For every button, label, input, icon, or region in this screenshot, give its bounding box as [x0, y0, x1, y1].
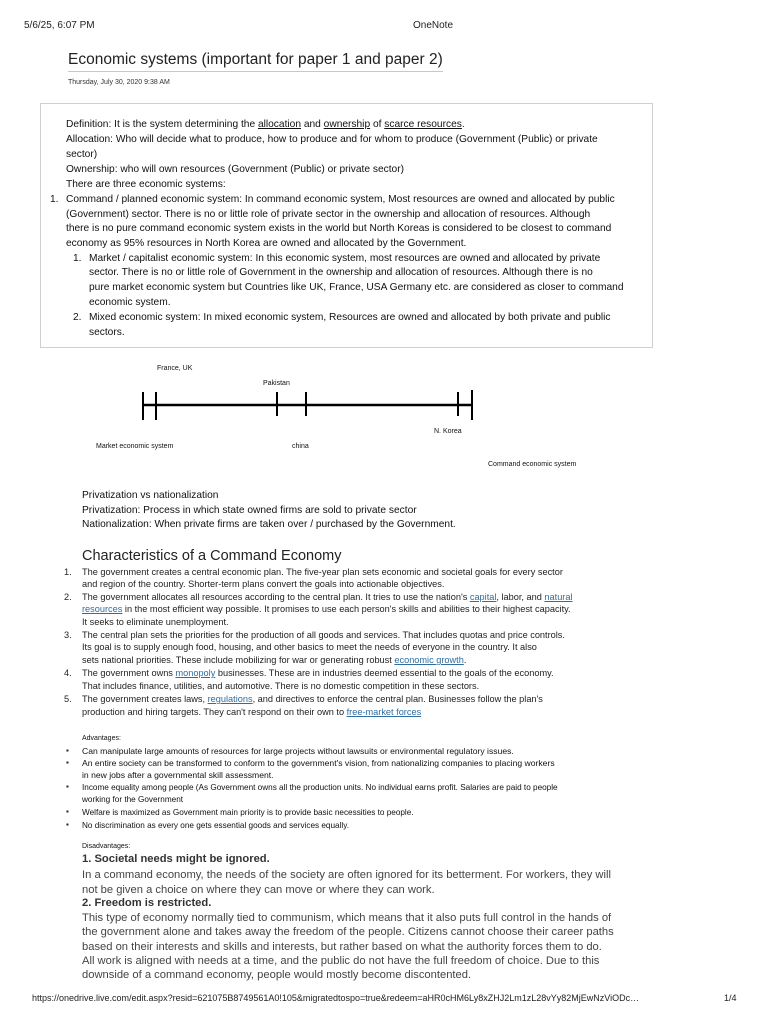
list-number: 5. — [64, 694, 72, 704]
command-line: economy as 95% resources in North Korea are owned and allocated by the Government. — [66, 238, 467, 249]
disadvantage-heading: 2. Freedom is restricted. — [82, 897, 212, 909]
disadvantage-text: the government alone and takes away the freedom of the people. Citizens cannot choose their career paths — [82, 926, 614, 938]
definition-text: of — [370, 119, 385, 130]
nationalization-definition: Nationalization: When private firms are taken over / purchased by the Government. — [82, 519, 456, 530]
characteristic-line — [82, 667, 554, 680]
regulations-link[interactable]: regulations — [207, 694, 253, 704]
label-france-uk: France, UK — [157, 365, 193, 372]
characteristic-line — [82, 654, 466, 667]
market-line: pure market economic system but Countries like UK, France, USA Germany etc. are considered as closer to command — [89, 282, 624, 293]
natural-resources-link[interactable]: natural — [544, 592, 573, 602]
label-command-economic-system: Command economic system — [488, 461, 577, 468]
label-north-korea: N. Korea — [434, 428, 462, 435]
characteristic-text: businesses. These are in industries deemed essential to the goals of the economy. — [215, 668, 554, 678]
list-number: 1. — [64, 567, 72, 577]
characteristic-text: The government owns — [82, 668, 176, 678]
allocation-line: Allocation: Who will decide what to produce, how to produce and for whom to produce (Government (Public) or private — [66, 134, 598, 145]
privatization-title: Privatization vs nationalization — [82, 490, 219, 501]
characteristic-line — [82, 603, 571, 616]
definition-text: Definition: It is the system determining the — [66, 119, 258, 130]
characteristic-line: It seeks to eliminate unemployment. — [82, 617, 229, 627]
mixed-line: sectors. — [89, 327, 125, 338]
mixed-number: 2. — [73, 312, 82, 323]
advantage-line: Welfare is maximized as Government main priority is to provide basic necessities to people. — [82, 808, 414, 817]
page-title[interactable]: Economic systems (important for paper 1 and paper 2) — [68, 51, 443, 72]
list-number: 3. — [64, 630, 72, 640]
characteristic-line — [82, 706, 421, 719]
characteristic-text: sets national priorities. These include mobilizing for war or generating robust — [82, 655, 395, 665]
characteristic-text: , and directives to enforce the central plan. Businesses follow the plan's — [252, 694, 543, 704]
market-line: sector. There is no or little role of Government in the ownership and allocation of resources. Although there is no — [89, 267, 593, 278]
free-market-forces-link[interactable]: free-market forces — [346, 707, 422, 717]
disadvantage-text: not be given a choice on where they can move or where they can work. — [82, 884, 435, 896]
print-datetime: 5/6/25, 6:07 PM — [24, 20, 95, 31]
advantage-line: No discrimination as every one gets essential goods and services equally. — [82, 821, 349, 830]
allocation-line: sector) — [66, 149, 98, 160]
characteristic-line — [82, 591, 573, 604]
bullet-icon: ▪ — [66, 820, 69, 829]
disadvantage-text: downside of a command economy, people would mostly become discontented. — [82, 969, 472, 981]
economic-spectrum-diagram — [0, 360, 768, 480]
economic-growth-link[interactable]: economic growth — [394, 655, 464, 665]
characteristic-text: in the most efficient way possible. It promises to use each person's skills and abilities to their highest capacity. — [122, 604, 571, 614]
command-line: Command / planned economic system: In command economic system, Most resources are owned and allocated by public — [66, 194, 615, 205]
bullet-icon: ▪ — [66, 746, 69, 755]
label-china: china — [292, 443, 309, 450]
advantages-title: Advantages: — [82, 735, 121, 742]
capital-link[interactable]: capital — [469, 592, 497, 602]
characteristic-text: production and hiring targets. They can't respond on their own to — [82, 707, 347, 717]
characteristic-line: That includes finance, utilities, and automotive. There is no domestic competition in these sectors. — [82, 681, 480, 691]
characteristic-line — [82, 693, 543, 706]
market-number: 1. — [73, 253, 82, 264]
disadvantage-text: All work is aligned with needs at a time, and the public do not have the full freedom of choice. Due to this — [82, 955, 600, 967]
definition-line — [66, 118, 465, 133]
advantage-line: Can manipulate large amounts of resources for large projects without lawsuits or environmental regulatory issues. — [82, 746, 514, 756]
bullet-icon: ▪ — [66, 782, 69, 791]
list-number: 4. — [64, 668, 72, 678]
characteristic-line: The central plan sets the priorities for the production of all goods and services. That includes quotas and price controls. — [82, 630, 565, 640]
print-page-number: 1/4 — [724, 993, 737, 1003]
characteristic-text: The government allocates all resources according to the central plan. It tries to use the nation's — [82, 592, 470, 602]
disadvantage-text: This type of economy normally tied to communism, which means that it also puts full control in the hands of — [82, 912, 612, 924]
command-line: (Government) sector. There is no or little role of private sector in the ownership and allocation of resources. Although — [66, 209, 591, 220]
print-app-name: OneNote — [413, 20, 454, 31]
characteristics-heading: Characteristics of a Command Economy — [82, 548, 342, 564]
ownership-line: Ownership: who will own resources (Government (Public) or private sector) — [66, 164, 405, 175]
advantage-line: in new jobs after a governmental skill assessment. — [82, 770, 274, 780]
label-pakistan: Pakistan — [263, 380, 290, 387]
bullet-icon: ▪ — [66, 807, 69, 816]
characteristic-text: . — [463, 655, 467, 665]
characteristic-text: The government creates laws, — [82, 694, 208, 704]
scarce-resources-term: scarce resources — [384, 119, 462, 130]
market-line: Market / capitalist economic system: In this economic system, most resources are owned and allocated by private — [89, 253, 601, 264]
natural-resources-link[interactable]: resources — [82, 604, 123, 614]
definition-text: . — [461, 119, 465, 130]
disadvantages-title: Disadvantages: — [82, 843, 131, 850]
advantage-line: An entire society can be transformed to conform to the government's vision, from nationalizing companies to placing workers — [82, 758, 555, 768]
advantage-line: Income equality among people (As Government owns all the production units. No individual earns profit. Salaries are paid to people — [82, 783, 558, 792]
disadvantage-text: In a command economy, the needs of the society are often ignored for its betterment. For workers, they will — [82, 869, 611, 881]
market-line: economic system. — [89, 297, 171, 308]
print-footer-url: https://onedrive.live.com/edit.aspx?resid=621075B8749561A0!105&migratedtospo=true&redeem=aHR0cHM6Ly8xZHJ2Lm1zL28vYy82MjEwNzViODc… — [32, 993, 640, 1003]
three-systems-line: There are three economic systems: — [66, 179, 226, 190]
disadvantage-text: based on their interests and skills and interests, but rather based on what the authority forces them to do. — [82, 941, 602, 953]
allocation-term: allocation — [257, 119, 301, 130]
definition-text: and — [301, 119, 324, 130]
ownership-term: ownership — [323, 119, 371, 130]
advantage-line: working for the Government — [82, 795, 184, 804]
monopoly-link[interactable]: monopoly — [175, 668, 216, 678]
command-number: 1. — [50, 194, 59, 205]
characteristic-line: and region of the country. Shorter-term plans convert the goals into actionable objectives. — [82, 579, 445, 589]
command-line: there is no pure command economic system exists in the world but North Koreas is considered to be closest to command — [66, 223, 612, 234]
label-market-economic-system: Market economic system — [96, 443, 174, 450]
list-number: 2. — [64, 592, 72, 602]
mixed-line: Mixed economic system: In mixed economic system, Resources are owned and allocated by both private and public — [89, 312, 611, 323]
characteristic-line: Its goal is to supply enough food, housing, and other basics to meet the needs of everyone in the country. It also — [82, 642, 537, 652]
characteristic-line: The government creates a central economic plan. The five-year plan sets economic and societal goals for every sector — [82, 567, 563, 577]
disadvantage-heading: 1. Societal needs might be ignored. — [82, 853, 270, 865]
characteristic-text: , labor, and — [496, 592, 545, 602]
page-date: Thursday, July 30, 2020 9:38 AM — [68, 79, 170, 86]
bullet-icon: ▪ — [66, 758, 69, 767]
privatization-definition: Privatization: Process in which state owned firms are sold to private sector — [82, 505, 417, 516]
